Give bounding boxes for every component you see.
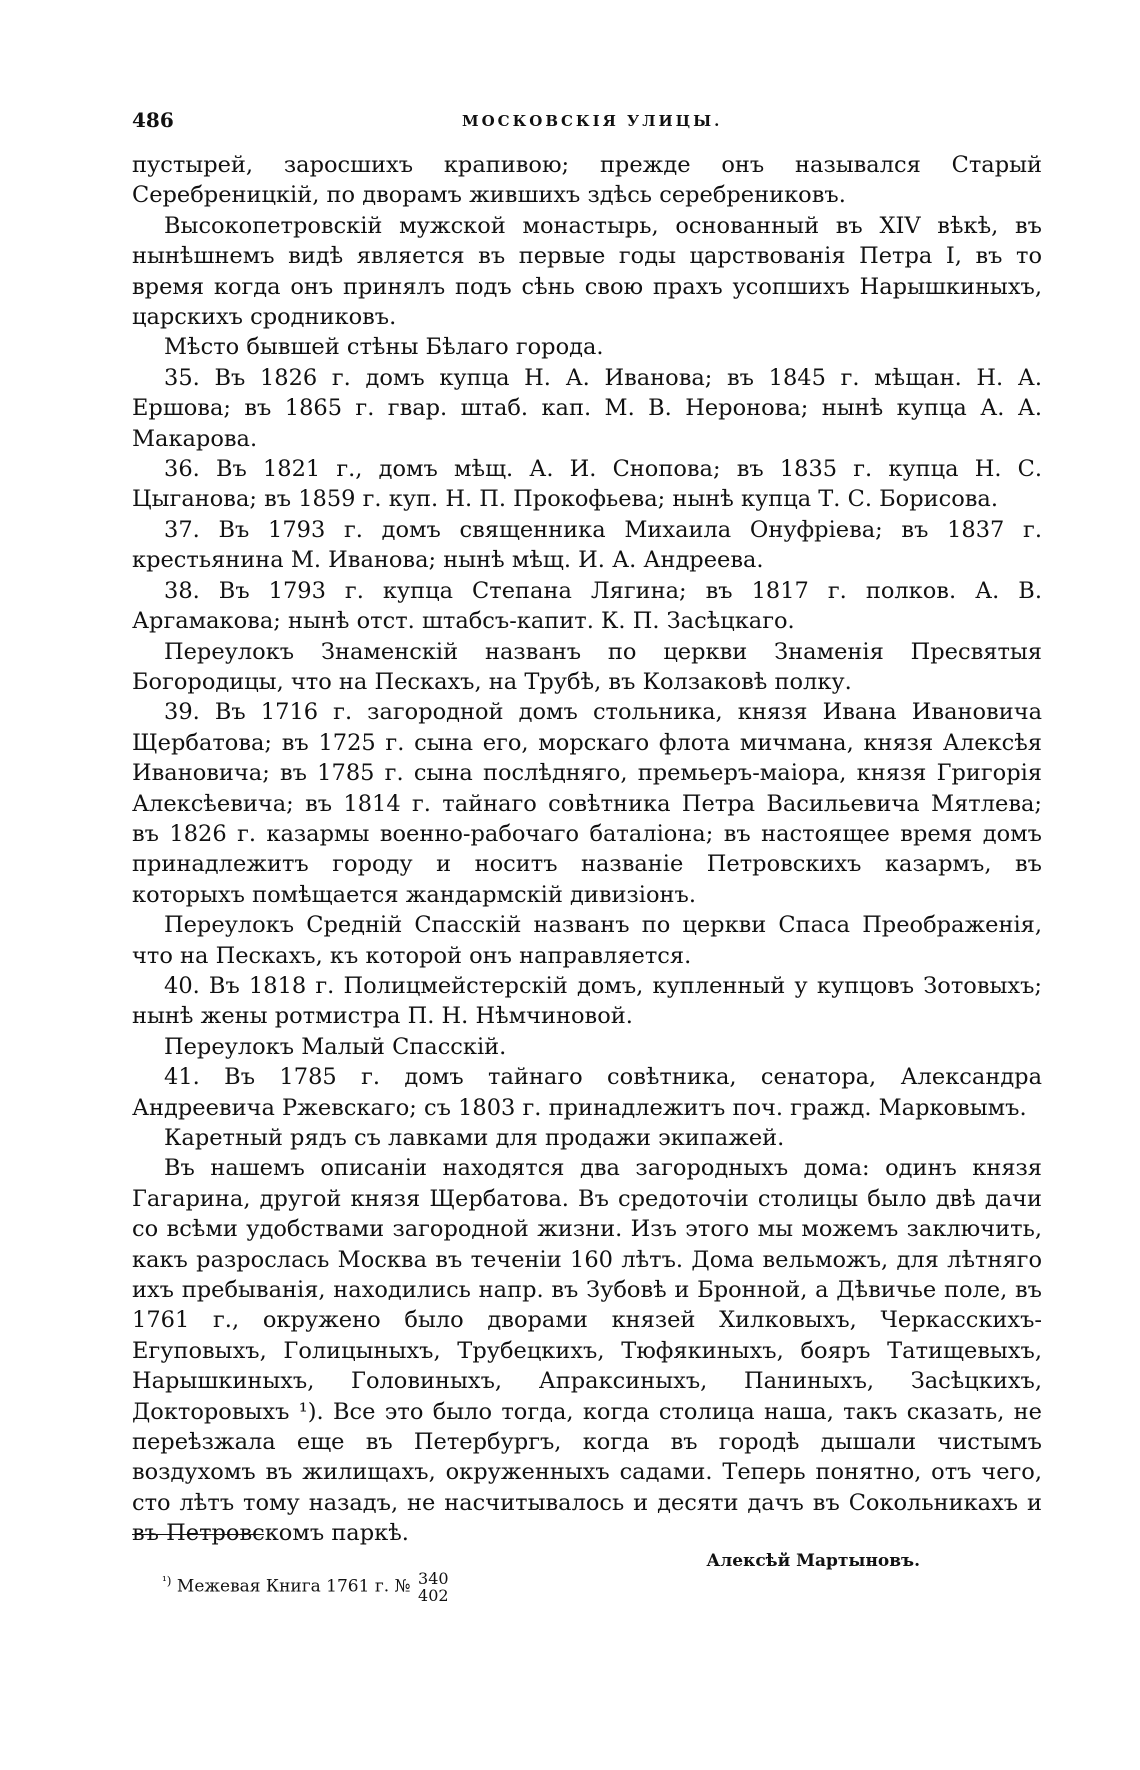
footnote-text: Межевая Книга 1761 г. № bbox=[176, 1576, 411, 1597]
paragraph: 38. Въ 1793 г. купца Степана Лягина; въ 1817 г. полков. А. В. Аргамакова; нынѣ отст. штабсъ-капит. К. П. Засѣцкаго. bbox=[132, 577, 1042, 635]
paragraph: 40. Въ 1818 г. Полицмейстерскій домъ, купленный у купцовъ Зотовыхъ; нынѣ жены ротмистра П. Н. Нѣмчиновой. bbox=[132, 972, 1042, 1030]
fraction-denominator: 402 bbox=[418, 1586, 449, 1605]
paragraph: Каретный рядъ съ лавками для продажи экипажей. bbox=[164, 1125, 785, 1151]
paragraph: 36. Въ 1821 г., домъ мѣщ. А. И. Снопова; въ 1835 г. купца Н. С. Цыганова; въ 1859 г. куп. Н. П. Прокофьева; нынѣ купца Т. С. Борисова. bbox=[132, 456, 1042, 513]
paragraph: 41. Въ 1785 г. домъ тайнаго совѣтника, сенатора, Александра Андреевича Ржевскаго; съ 1803 г. принадлежитъ поч. гражд. Марковымъ. bbox=[132, 1064, 1042, 1121]
paragraph: Переулокъ Средній Спасскій названъ по церкви Спаса Преображенія, что на Пескахъ, къ которой онъ направляется. bbox=[132, 912, 1042, 969]
paragraph: 35. Въ 1826 г. домъ купца Н. А. Иванова; въ 1845 г. мѣщан. Н. А. Ершова; въ 1865 г. гвар. штаб. кап. М. В. Неронова; нынѣ купца А. А. Макарова. bbox=[132, 364, 1042, 452]
running-title: МОСКОВСКІЯ УЛИЦЫ. bbox=[462, 112, 723, 130]
author-signature: Алексѣй Мартыновъ. bbox=[706, 1550, 920, 1571]
paragraph: 39. Въ 1716 г. загородной домъ стольника, князя Ивана Ивановича Щербатова; въ 1725 г. сына его, морскаго флота мичмана, князя Алексѣя Ивановича; въ 1785 г. сына послѣдняго, премьеръ-маіора, князя Григорія Алексѣевича; въ 1814 г. тайнаго совѣтника Петра Васильевича Мятлева; въ 1826 г. казармы военно-рабочаго баталіона; въ настоящее время домъ принадлежитъ городу и носитъ названіе Петровскихъ казармъ, въ которыхъ помѣщается жандармскій дивизіонъ. bbox=[132, 699, 1042, 908]
footnote bbox=[162, 1570, 449, 1604]
footnote-marker: ¹) bbox=[162, 1573, 172, 1588]
paragraph: пустырей, заросшихъ крапивою; прежде онъ назывался Старый Серебреницкій, по дворамъ жившихъ здѣсь серебрениковъ. bbox=[132, 152, 1042, 209]
paragraph: Переулокъ Знаменскій названъ по церкви Знаменія Пресвятыя Богородицы, что на Пескахъ, на Трубѣ, въ Колзаковѣ полку. bbox=[132, 638, 1042, 695]
paragraph: Переулокъ Малый Спасскій. bbox=[164, 1033, 507, 1060]
body-text bbox=[132, 150, 1042, 1571]
paragraph: 37. Въ 1793 г. домъ священника Михаила Онуфріева; въ 1837 г. крестьянина М. Иванова; нынѣ мѣщ. И. А. Андреева. bbox=[132, 516, 1042, 574]
paragraph: Высокопетровскій мужской монастырь, основанный въ XIV вѣкѣ, въ нынѣшнемъ видѣ является въ первые годы царствованія Петра I, въ то время когда онъ принялъ подъ сѣнь свою прахъ усопшихъ Нарышкиныхъ, царскихъ сродниковъ. bbox=[132, 212, 1042, 331]
page-header bbox=[132, 108, 1042, 138]
footnote-divider bbox=[132, 1534, 264, 1535]
paragraph: Мѣсто бывшей стѣны Бѣлаго города. bbox=[164, 334, 604, 361]
page-number: 486 bbox=[132, 108, 174, 132]
footnote-fraction bbox=[418, 1570, 449, 1604]
fraction-numerator: 340 bbox=[418, 1569, 449, 1588]
paragraph: Въ нашемъ описаніи находятся два загородныхъ дома: одинъ князя Гагарина, другой князя Щербатова. Въ средоточіи столицы было двѣ дачи со всѣми удобствами загородной жизни. Изъ этого мы можемъ заключить, какъ разрослась Москва въ теченіи 160 лѣтъ. Дома вельможъ, для лѣтняго ихъ пребыванія, находились напр. въ Зубовѣ и Бронной, а Дѣвичье поле, въ 1761 г., окружено было дворами князей Хилковыхъ, Черкасскихъ-Егуповыхъ, Голицыныхъ, Трубецкихъ, Тюфякиныхъ, бояръ Татищевыхъ, Нарышкиныхъ, Головиныхъ, Апраксиныхъ, Паниныхъ, Засѣцкихъ, Докторовыхъ ¹). Все это было тогда, когда столица наша, такъ сказать, не переѣзжала еще въ Петербургъ, когда въ городѣ дышали чистымъ воздухомъ въ жилищахъ, окруженныхъ садами. Теперь понятно, отъ чего, сто лѣтъ тому назадъ, не насчитывалось и десяти дачъ въ Сокольникахъ и въ Петровскомъ паркѣ. bbox=[132, 1155, 1042, 1547]
